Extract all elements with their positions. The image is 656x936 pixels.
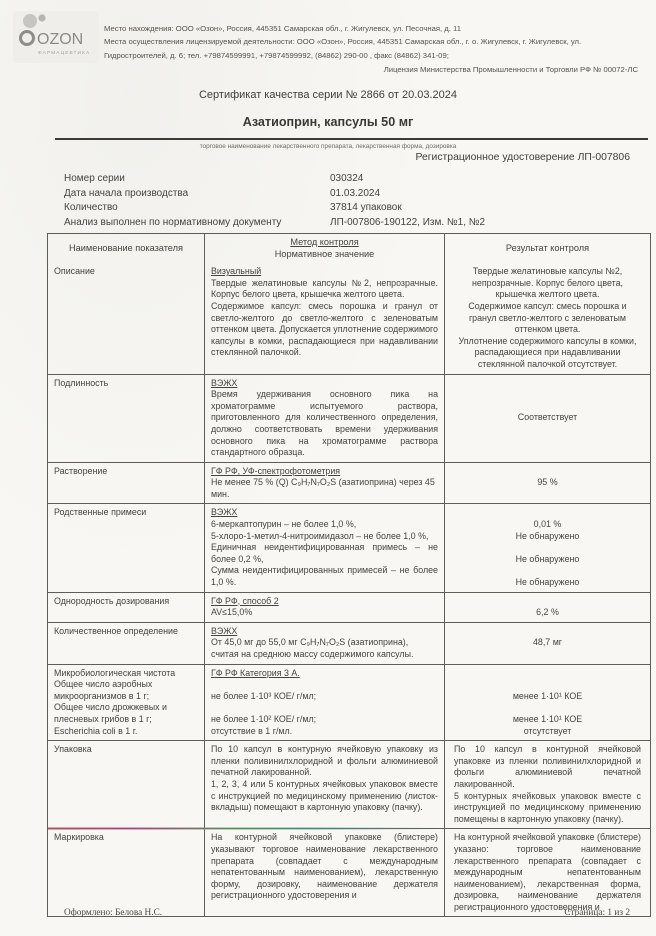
- title-rule: [55, 138, 648, 140]
- table-row: [48, 592, 650, 622]
- table-row: [48, 263, 650, 373]
- license-line: Лицензия Министерства Промышленности и Торговли РФ № 00072-ЛС: [383, 65, 638, 75]
- result-cell: 95 %: [444, 463, 650, 504]
- info-row: [64, 172, 630, 187]
- row-name-cell: Маркировка: [54, 832, 104, 843]
- company-address-block: [104, 22, 638, 77]
- product-caption: торговое наименование лекарственного препарата, лекарственная форма, дозировка: [199, 143, 457, 150]
- registration-number: Регистрационное удостоверение ЛП-007806: [415, 152, 630, 163]
- row-name-cell: Однородность дозирования: [54, 595, 170, 606]
- row-name-cell: Упаковка: [54, 744, 92, 755]
- table-row: [48, 664, 650, 741]
- ozon-logo: [13, 11, 99, 63]
- table-row: [48, 828, 650, 916]
- method-cell: На контурной ячейковой упаковке (блистере) указывают торговое наименование лекарственного препарата (совпадает с международным непатентованным наименованием), лекарственную форму, дозировку, наименование держателя регистрационного удостоверения и: [204, 829, 444, 916]
- row-name-cell: Подлинность: [54, 377, 109, 388]
- result-cell: Твердые желатиновые капсулы №2, непрозрачные. Корпус белого цвета, крышечка желтого цвета. Содержимое капсул: смесь порошка и гранул светло-желтого с зеленоватым оттенком цвета. Уплотнение содержимого капсулы в комки, распадающиеся при надавливании стеклянной палочкой отсутствует.: [444, 263, 650, 373]
- table-header-row: [48, 234, 650, 263]
- info-block: [64, 172, 630, 230]
- result-cell: На контурной ячейковой упаковке (блистере) указано: торговое наименование лекарственного препарата (совпадает с международным непатентованным наименованием), лекарственная форма, дозировка, наименование держателя регистрационного удостоверения и: [444, 829, 650, 916]
- table-row: [48, 462, 650, 504]
- info-value: ЛП-007806-190122, Изм. №1, №2: [330, 216, 486, 228]
- method-cell: ВЭЖХ 6-меркаптопурин – не более 1,0 %, 5-хлоро-1-метил-4-нитроимидазол – не более 1,0 %, Единичная неидентифицированная примесь – не более 0,2 %, Сумма неидентифицированных примесей – не более 1,0 %.: [204, 504, 444, 591]
- info-value: 01.03.2024: [330, 187, 381, 199]
- page-footer: [64, 908, 630, 918]
- method-cell: ВЭЖХ Время удерживания основного пика на хроматограмме испытуемого раствора, приготовленного для количественного определения, должно соответствовать времени удерживания основного пика на хроматограмме раствора стандартного образца.: [204, 375, 444, 462]
- row-name-cell: Родственные примеси: [54, 507, 147, 518]
- table-row: [48, 622, 650, 664]
- address-line-2: Места осуществления лицензируемой деятельности: ООО «Озон», Россия, 445351 Самарская обл., г. о. Жигулевск, г. Жигулевск, ул.: [104, 37, 582, 47]
- header-method: Метод контроля Нормативное значение: [204, 234, 444, 263]
- info-row: [64, 187, 630, 202]
- method-cell: Визуальный Твердые желатиновые капсулы №2, непрозрачные. Корпус белого цвета, крышечка желтого цвета. Содержимое капсул: смесь порошка и гранул от светло-желтого до светло-желтого с зеленоватым оттенком цвета. Допускается уплотнение содержимого капсулы в комки, распадающиеся при надавливании стеклянной палочкой.: [204, 263, 444, 373]
- result-cell: Соответствует: [444, 375, 650, 462]
- ozon-logo-icon: [13, 11, 99, 63]
- qc-table: [47, 233, 651, 917]
- footer-prepared-by: Оформлено: Белова Н.С.: [64, 908, 163, 918]
- address-line-3: Гидростроителей, д. 6; тел. +79874599991, +79874599992, (84862) 290-00 , факс (84862) 341-09;: [104, 50, 449, 60]
- row-name-cell: Микробиологическая чистота Общее число аэробных микроорганизмов в 1 г; Общее число дрожжевых и плесневых грибов в 1 г; Escherichia coli в 1 г.: [54, 667, 176, 736]
- info-row: [64, 201, 630, 216]
- result-cell: По 10 капсул в контурной ячейковой упаковке из пленки поливинилхлоридной и фольги алюминиевой печатной лакированной. 5 контурных ячейковых упаковок вместе с инструкцией по медицинскому применению помещены в картонную упаковку (пачку).: [444, 741, 650, 828]
- result-cell: 6,2 %: [444, 593, 650, 622]
- info-row: [64, 216, 630, 231]
- method-cell: ГФ РФ, УФ-спектрофотометрия Не менее 75 % (Q) C₉H₇N₇O₂S (азатиоприна) через 45 мин.: [204, 463, 444, 504]
- method-cell: ГФ РФ Категория 3 А. не более 1·10³ КОЕ/ г/мл; не более 1·10² КОЕ/ г/мл; отсутствие в 1 г/мл.: [204, 665, 444, 741]
- info-value: 37814 упаковок: [330, 202, 402, 214]
- result-cell: 0,01 % Не обнаружено Не обнаружено Не обнаружено: [444, 504, 650, 591]
- row-name-cell: Описание: [54, 266, 95, 277]
- info-value: 030324: [330, 173, 364, 184]
- row-name-cell: Количественное определение: [54, 625, 178, 636]
- logo-sub-text: ФАРМАЦЕВТИКА: [38, 51, 91, 56]
- info-label: Анализ выполнен по нормативному документу: [64, 216, 282, 228]
- product-title: Азатиоприн, капсулы 50 мг: [242, 115, 414, 129]
- header-result: Результат контроля: [444, 234, 650, 263]
- qc-table-body: [48, 263, 650, 916]
- address-line-1: Место нахождения: ООО «Озон», Россия, 445351 Самарская обл., г. Жигулевск, ул. Песочная, д. 11: [104, 24, 462, 33]
- method-cell: ГФ РФ, способ 2 AV≤15,0%: [204, 593, 444, 622]
- certificate-series-line: Сертификат качества серии № 2866 от 20.03.2024: [198, 89, 458, 101]
- table-row: [48, 374, 650, 462]
- method-cell: По 10 капсул в контурную ячейковую упаковку из пленки поливинилхлоридной и фольги алюминиевой печатной лакированной. 1, 2, 3, 4 или 5 контурных ячейковых упаковок вместе с инструкцией по медицинскому применению (листок-вкладыш) помещают в картонную упаковку (пачку).: [204, 741, 444, 828]
- logo-brand-text: OZON: [37, 31, 84, 48]
- table-row: [48, 503, 650, 591]
- row-name-cell: Растворение: [54, 465, 108, 476]
- table-row: [48, 740, 650, 828]
- result-cell: менее 1·10¹ КОЕ менее 1·10¹ КОЕ отсутствует: [444, 665, 650, 741]
- footer-page-number: Страница: 1 из 2: [564, 908, 630, 918]
- method-cell: ВЭЖХ От 45,0 мг до 55,0 мг C₉H₇N₇O₂S (азатиоприна), считая на среднюю массу содержимого капсулы.: [204, 623, 444, 664]
- result-cell: 48,7 мг: [444, 623, 650, 664]
- header-parameter: Наименование показателя: [69, 242, 183, 253]
- info-label: Дата начала производства: [64, 187, 189, 199]
- info-label: Количество: [64, 202, 118, 214]
- info-label: Номер серии: [64, 173, 125, 184]
